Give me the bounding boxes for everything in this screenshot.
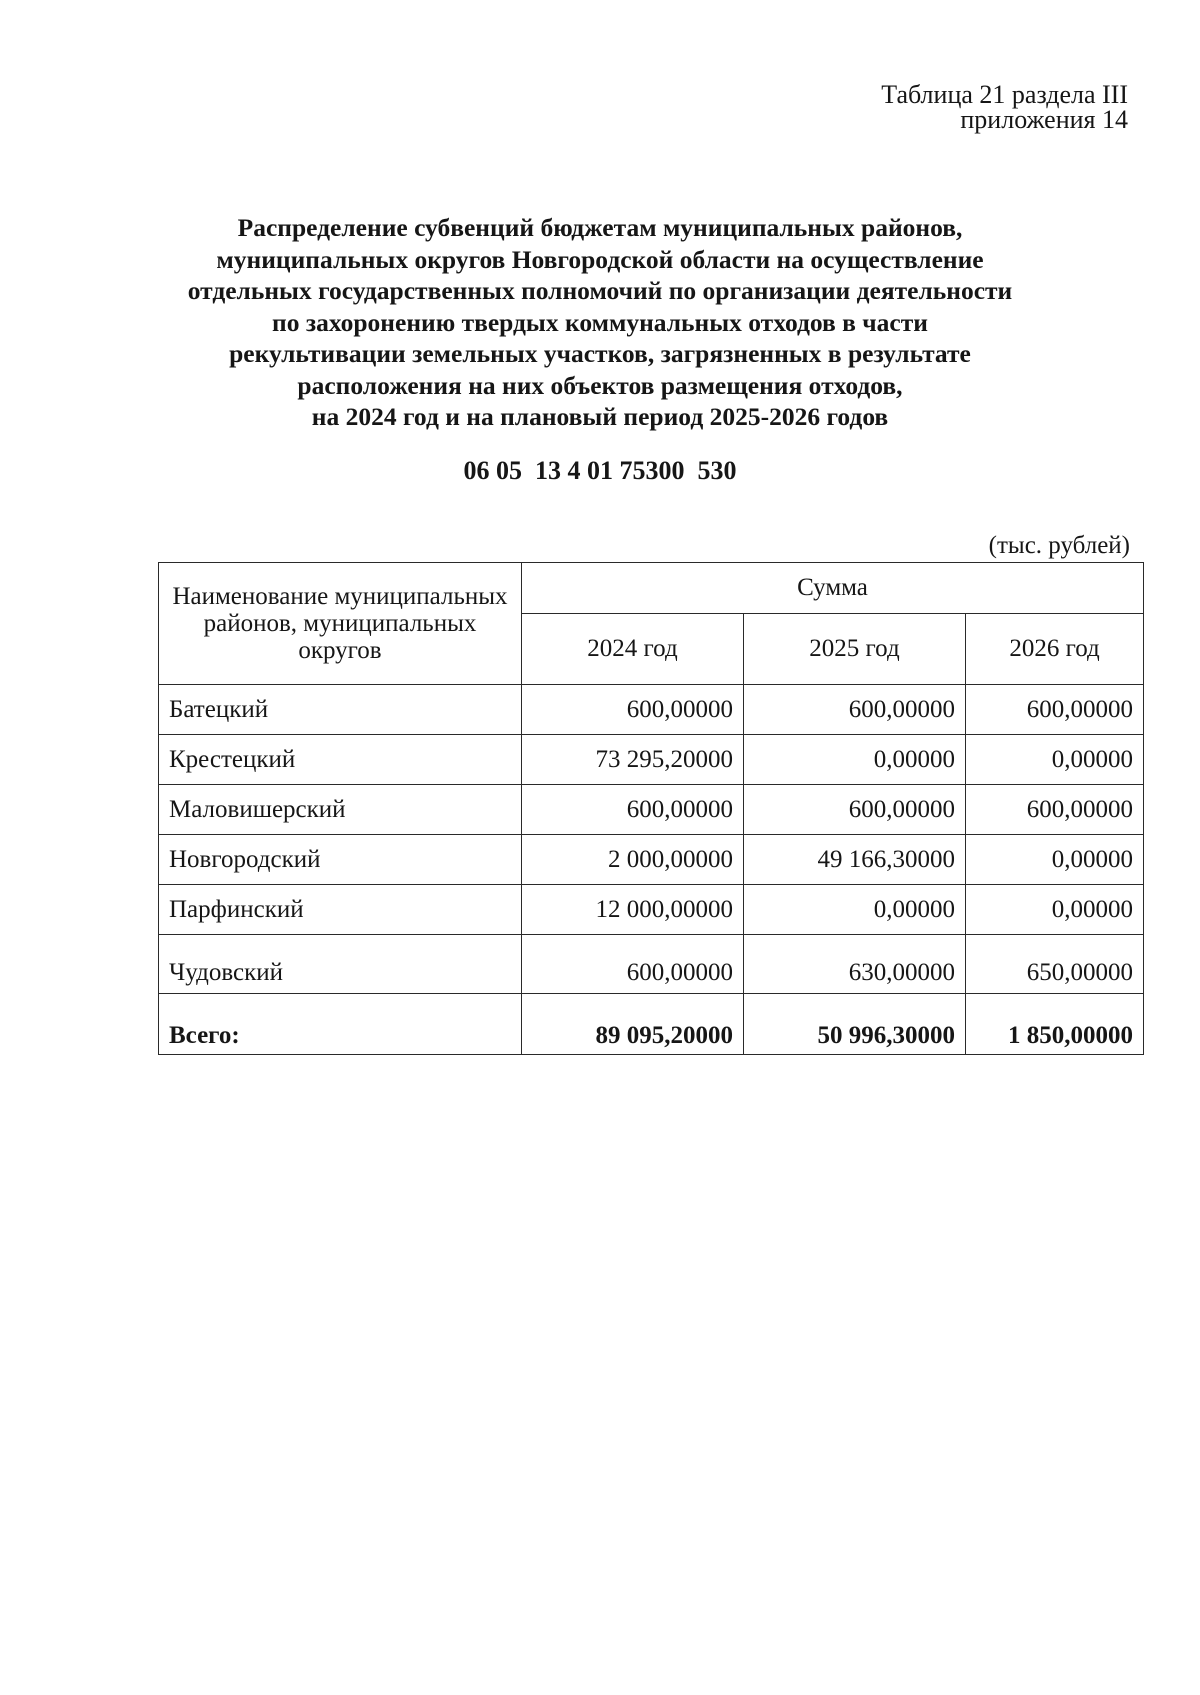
table-row [159,685,1144,735]
amount-2024: 600,00000 [522,785,744,835]
amount-2024: 12 000,00000 [522,885,744,935]
district-name: Батецкий [159,685,522,735]
title-line: муниципальных округов Новгородской области на осуществление [216,244,984,274]
subvention-table [158,562,1144,1055]
amount-2024: 600,00000 [522,685,744,735]
amount-2026: 0,00000 [966,735,1144,785]
amount-2026: 650,00000 [966,935,1144,994]
table-header-row [159,563,1144,614]
district-name: Крестецкий [159,735,522,785]
amount-2026: 600,00000 [966,685,1144,735]
budget-classification-code: 06 05 13 4 01 75300 530 [463,456,737,485]
district-name: Маловишерский [159,785,522,835]
amount-2024: 2 000,00000 [522,835,744,885]
table-reference [881,82,1128,132]
unit-label: (тыс. рублей) [988,532,1130,559]
title-line: рекультивации земельных участков, загрязненных в результате [229,339,971,368]
amount-2025: 630,00000 [744,935,966,994]
district-name: Новгородский [159,835,522,885]
amount-2024: 600,00000 [522,935,744,994]
table-row [159,835,1144,885]
total-2026: 1 850,00000 [966,994,1144,1055]
table-reference-line-2: приложения 14 [960,105,1128,134]
total-row [159,994,1144,1055]
title-line: отдельных государственных полномочий по организации деятельности [187,276,1013,305]
title-line: расположения на них объектов размещения отходов, [297,370,903,400]
title-line: по захоронению твердых коммунальных отходов в части [272,307,928,337]
amount-2024: 73 295,20000 [522,735,744,785]
table-reference-line-1: Таблица 21 раздела III [881,80,1128,109]
amount-2026: 0,00000 [966,885,1144,935]
name-column-header: Наименование муниципальных районов, муниципальных округов [159,563,522,685]
amount-2025: 49 166,30000 [744,835,966,885]
table-row [159,885,1144,935]
district-name: Чудовский [159,935,522,994]
amount-2025: 0,00000 [744,885,966,935]
title-line: Распределение субвенций бюджетам муниципальных районов, [237,213,963,242]
total-label: Всего: [159,994,522,1055]
document-title [150,212,1050,433]
year-header-2024: 2024 год [522,614,744,685]
amount-2025: 0,00000 [744,735,966,785]
year-header-2025: 2025 год [744,614,966,685]
district-name: Парфинский [159,885,522,935]
table-row [159,785,1144,835]
total-2025: 50 996,30000 [744,994,966,1055]
sum-column-header: Сумма [522,563,1144,614]
amount-2026: 600,00000 [966,785,1144,835]
table-row [159,735,1144,785]
total-2024: 89 095,20000 [522,994,744,1055]
amount-2025: 600,00000 [744,685,966,735]
table-row [159,935,1144,994]
amount-2026: 0,00000 [966,835,1144,885]
amount-2025: 600,00000 [744,785,966,835]
title-line: на 2024 год и на плановый период 2025-2026 годов [311,402,889,431]
year-header-2026: 2026 год [966,614,1144,685]
